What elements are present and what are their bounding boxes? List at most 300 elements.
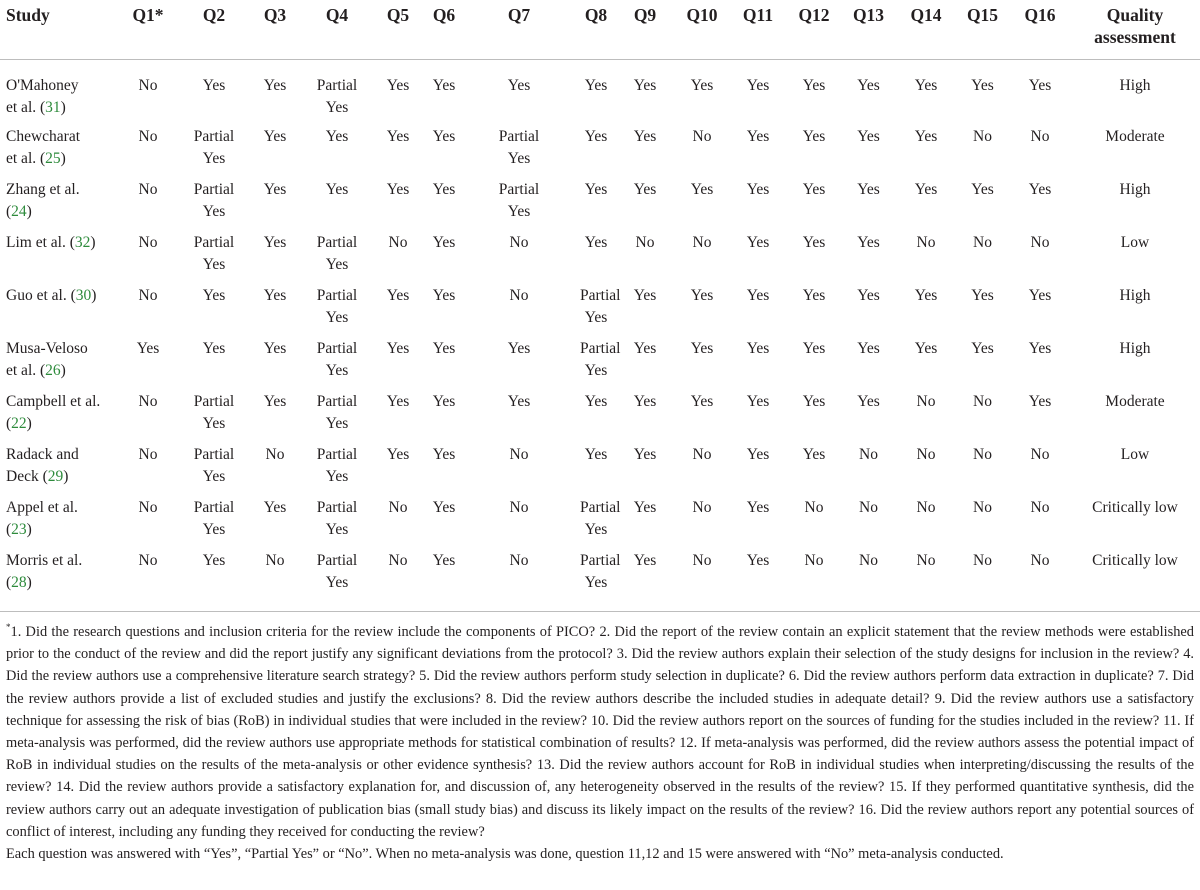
answer-text: Yes: [325, 255, 349, 273]
answer-cell-q1: [112, 179, 184, 232]
answer-text: No: [973, 445, 992, 463]
question-column-header-5: Q5: [368, 0, 428, 60]
answer-cell-q10: [676, 338, 728, 391]
answer-text: Yes: [690, 180, 714, 198]
answer-cell-q14: [897, 126, 955, 179]
quality-column-header: [1070, 0, 1200, 60]
answer-text: Yes: [136, 339, 160, 357]
answer-text: No: [1030, 551, 1050, 569]
answer-cell-q15: [955, 232, 1010, 285]
answer-text: Yes: [857, 339, 880, 357]
study-name: Musa-Veloso: [6, 339, 88, 357]
answer-cell-q13: [840, 60, 897, 126]
reference-link[interactable]: 24: [11, 202, 27, 220]
answer-cell-q15: [955, 497, 1010, 550]
answer-cell-q16: [1010, 60, 1070, 126]
answer-cell-q10: [676, 391, 728, 444]
answer-text: No: [635, 233, 655, 251]
study-name-cell: [0, 285, 112, 338]
question-column-header-15: Q15: [955, 0, 1010, 60]
answer-text: Yes: [432, 127, 456, 145]
reference-close: ): [60, 361, 66, 379]
answer-text: Yes: [802, 445, 826, 463]
answer-cell-q5: [368, 285, 428, 338]
answer-cell-q14: [897, 60, 955, 126]
answer-cell-q1: [112, 391, 184, 444]
study-name-cell: [0, 179, 112, 232]
answer-cell-q2: [184, 285, 244, 338]
study-name-cell: [0, 126, 112, 179]
reference-close: ): [63, 467, 69, 485]
question-column-header-2: Q2: [184, 0, 244, 60]
study-name-continued: (: [6, 573, 12, 591]
answer-text: Yes: [202, 149, 226, 167]
answer-text: No: [138, 551, 158, 569]
answer-text: Yes: [432, 339, 456, 357]
answer-cell-q7: [460, 497, 578, 550]
answer-text: Yes: [432, 286, 456, 304]
answer-cell-q9: [614, 338, 676, 391]
answer-text: Yes: [802, 339, 826, 357]
answer-text: Yes: [432, 392, 456, 410]
answer-cell-q9: [614, 391, 676, 444]
answer-cell-q16: [1010, 232, 1070, 285]
answer-cell-q1: [112, 550, 184, 608]
answer-cell-q1: [112, 338, 184, 391]
answer-text: Yes: [914, 77, 938, 94]
answer-text: Yes: [325, 573, 349, 591]
answer-cell-q12: [788, 126, 840, 179]
answer-text: Yes: [263, 180, 287, 198]
answer-text: Yes: [633, 339, 657, 357]
study-column-header: Study: [0, 0, 112, 60]
answer-cell-q14: [897, 232, 955, 285]
answer-text: Yes: [386, 127, 410, 145]
answer-cell-q8: [578, 391, 614, 444]
answer-cell-q11: [728, 497, 788, 550]
answer-text: Yes: [971, 339, 994, 357]
answer-cell-q10: [676, 60, 728, 126]
reference-link[interactable]: 23: [11, 520, 27, 538]
answer-text: Yes: [746, 498, 770, 516]
answer-text: Partial: [193, 127, 235, 145]
answer-cell-q7: [460, 60, 578, 126]
answer-text: Yes: [507, 339, 531, 357]
answer-cell-q2: [184, 232, 244, 285]
table-row: [0, 338, 1200, 391]
study-name-continued: et al. (: [6, 99, 46, 116]
answer-text: Yes: [584, 127, 608, 145]
reference-link[interactable]: 30: [75, 286, 92, 304]
answer-cell-q4: [306, 179, 368, 232]
study-name-cell: [0, 550, 112, 608]
answer-cell-q11: [728, 285, 788, 338]
answer-text: Yes: [325, 361, 349, 379]
answer-cell-q1: [112, 232, 184, 285]
study-name: Campbell et al.: [6, 392, 101, 410]
answer-cell-q2: [184, 550, 244, 608]
quality-assessment-cell: High: [1119, 180, 1151, 198]
answer-cell-q2: [184, 338, 244, 391]
reference-link[interactable]: 25: [45, 149, 61, 167]
answer-text: Yes: [386, 180, 410, 198]
answer-text: Partial: [316, 551, 358, 569]
answer-cell-q8: [578, 60, 614, 126]
answer-text: Yes: [325, 467, 349, 485]
answer-text: Yes: [746, 286, 770, 304]
answer-cell-q9: [614, 126, 676, 179]
answer-text: No: [916, 445, 936, 463]
answer-text: Yes: [202, 467, 226, 485]
question-column-header-9: Q9: [614, 0, 676, 60]
answer-text: No: [692, 551, 712, 569]
answer-cell-q2: [184, 126, 244, 179]
answer-cell-q12: [788, 60, 840, 126]
answer-text: Yes: [1028, 286, 1052, 304]
answer-text: No: [859, 498, 878, 516]
answer-cell-q14: [897, 285, 955, 338]
answer-cell-q13: [840, 550, 897, 608]
answer-cell-q6: [428, 550, 460, 608]
answer-cell-q6: [428, 444, 460, 497]
answer-text: Yes: [386, 286, 410, 304]
answer-cell-q11: [728, 179, 788, 232]
answer-text: Yes: [325, 308, 349, 326]
answer-cell-q13: [840, 444, 897, 497]
answer-cell-q10: [676, 497, 728, 550]
answer-cell-q6: [428, 497, 460, 550]
answer-cell-q4: [306, 126, 368, 179]
answer-text: No: [1030, 233, 1050, 251]
table-row: [0, 179, 1200, 232]
answer-text: Partial: [193, 392, 235, 410]
table-row: [0, 232, 1200, 285]
study-name-cell: [0, 391, 112, 444]
answer-cell-q7: [460, 179, 578, 232]
answer-cell-q5: [368, 444, 428, 497]
footnote-text: 1. Did the research questions and inclusion criteria for the review include the components of PICO? 2. Did the report of the review contain an explicit statement that the review methods were established prior to the conduct of the review and did the report justify any significant deviations from the protocol? 3. Did the review authors explain their selection of the study designs for inclusion in the review? 4. Did the review authors use a comprehensive literature search strategy? 5. Did the review authors perform study selection in duplicate? 6. Did the review authors perform data extraction in duplicate? 7. Did the review authors provide a list of excluded studies and justify the exclusions? 8. Did the review authors describe the included studies in adequate detail? 9. Did the review authors use a satisfactory technique for assessing the risk of bias (RoB) in individual studies that were included in the review? 10. Did the review authors report on the sources of funding for the studies included in the review? 11. If meta-analysis was performed, did the review authors use appropriate methods for statistical combination of results? 12. If meta-analysis was performed, did the review authors assess the potential impact of RoB in individual studies on the results of the meta-analysis or other evidence synthesis? 13. Did the review authors account for RoB in individual studies when interpreting/discussing the results of the review? 14. Did the review authors provide a satisfactory explanation for, and discussion of, any heterogeneity observed in the results of the review? 15. If they performed quantitative synthesis, did the review authors carry out an adequate investigation of publication bias (small study bias) and discuss its likely impact on the results of the review? 16. Did the review authors report any potential sources of conflict of interest, including any funding they received for conducting the review?: [6, 624, 1194, 840]
answer-text: Partial: [316, 233, 358, 251]
answer-cell-q7: [460, 550, 578, 608]
answer-text: Yes: [202, 255, 226, 273]
study-name-continued: Deck (: [6, 467, 48, 485]
answer-text: Yes: [746, 445, 770, 463]
study-name: Appel et al.: [6, 498, 78, 516]
answer-text: No: [859, 551, 878, 569]
answer-cell-q15: [955, 179, 1010, 232]
answer-cell-q13: [840, 179, 897, 232]
reference-close: ): [26, 520, 32, 538]
answer-text: Partial: [316, 339, 358, 357]
answer-cell-q16: [1010, 497, 1070, 550]
answer-cell-q12: [788, 338, 840, 391]
answer-text: Yes: [802, 233, 826, 251]
answer-cell-q4: [306, 444, 368, 497]
answer-text: Partial: [193, 180, 235, 198]
answer-cell-q3: [244, 126, 306, 179]
question-column-header-8: Q8: [578, 0, 614, 60]
answer-cell-q6: [428, 338, 460, 391]
answer-text: No: [804, 498, 824, 516]
study-name-cell: [0, 60, 112, 126]
answer-text: Yes: [746, 77, 770, 94]
answer-text: Yes: [914, 339, 938, 357]
answer-cell-q8: [578, 179, 614, 232]
reference-close: ): [26, 202, 32, 220]
answer-text: Partial: [316, 498, 358, 516]
answer-cell-q7: [460, 391, 578, 444]
answer-cell-q1: [112, 60, 184, 126]
answer-cell-q15: [955, 550, 1010, 608]
answer-cell-q3: [244, 232, 306, 285]
answer-cell-q7: [460, 126, 578, 179]
answer-cell-q12: [788, 391, 840, 444]
answer-text: No: [138, 233, 158, 251]
answer-text: Yes: [263, 392, 287, 410]
answer-cell-q12: [788, 179, 840, 232]
answer-text: Yes: [633, 77, 657, 94]
answer-cell-q16: [1010, 391, 1070, 444]
answer-text: Yes: [690, 339, 714, 357]
answer-cell-q2: [184, 179, 244, 232]
answer-cell-q5: [368, 126, 428, 179]
table-body: [0, 60, 1200, 608]
quality-assessment-cell: Low: [1120, 233, 1150, 251]
answer-text: Yes: [584, 361, 608, 379]
answer-text: Partial: [193, 445, 235, 463]
answer-text: Yes: [857, 286, 880, 304]
study-name-continued: (: [6, 202, 12, 220]
answer-cell-q16: [1010, 550, 1070, 608]
table-row: [0, 550, 1200, 608]
answer-text: Yes: [263, 233, 287, 251]
answer-text: Yes: [746, 392, 770, 410]
study-name: Chewcharat: [6, 127, 81, 145]
answer-text: Yes: [1028, 339, 1052, 357]
answer-cell-q12: [788, 285, 840, 338]
answer-cell-q5: [368, 550, 428, 608]
answer-text: Yes: [971, 286, 994, 304]
answer-text: Yes: [263, 127, 287, 145]
reference-link[interactable]: 28: [11, 573, 27, 591]
answer-cell-q8: [578, 550, 621, 608]
reference-link[interactable]: 26: [45, 361, 61, 379]
study-name: Guo et al. (: [6, 286, 76, 304]
answer-text: Yes: [914, 180, 938, 198]
answer-text: No: [973, 551, 992, 569]
answer-cell-q15: [955, 126, 1010, 179]
answer-cell-q8: [578, 338, 621, 391]
answer-text: Partial: [498, 127, 540, 145]
answer-cell-q6: [428, 285, 460, 338]
answer-cell-q1: [112, 126, 184, 179]
answer-text: Yes: [584, 308, 608, 326]
question-column-header-6: Q6: [428, 0, 460, 60]
answer-text: No: [509, 286, 529, 304]
answer-text: Yes: [325, 414, 349, 432]
answer-cell-q12: [788, 550, 840, 608]
answer-cell-q6: [428, 391, 460, 444]
reference-close: ): [26, 414, 32, 432]
answer-cell-q2: [184, 497, 244, 550]
answer-text: Yes: [432, 551, 456, 569]
answer-text: No: [692, 127, 712, 145]
answer-text: Yes: [857, 77, 880, 94]
answer-text: Yes: [633, 127, 657, 145]
answer-cell-q4: [306, 232, 368, 285]
answer-text: Yes: [914, 127, 938, 145]
answer-cell-q3: [244, 550, 306, 608]
answer-cell-q9: [614, 179, 676, 232]
answer-cell-q1: [112, 444, 184, 497]
quality-assessment-cell: High: [1119, 77, 1151, 94]
answer-text: Yes: [857, 392, 880, 410]
answer-cell-q3: [244, 444, 306, 497]
answer-cell-q10: [676, 285, 728, 338]
answer-text: No: [388, 233, 408, 251]
answer-cell-q4: [306, 338, 368, 391]
answer-cell-q3: [244, 60, 306, 126]
answer-cell-q16: [1010, 126, 1070, 179]
answer-cell-q9: [614, 444, 676, 497]
footnote-marker: *: [6, 622, 11, 633]
answer-cell-q10: [676, 232, 728, 285]
answer-text: Yes: [633, 286, 657, 304]
study-name-cell: [0, 444, 112, 497]
answer-cell-q4: [306, 285, 368, 338]
study-name: Lim et al. (: [6, 233, 75, 251]
study-name-cell: [0, 338, 112, 391]
study-name-continued: (: [6, 414, 12, 432]
study-name: Radack and: [6, 445, 79, 463]
answer-text: Partial: [316, 445, 358, 463]
reference-close: ): [91, 286, 97, 304]
answer-text: Yes: [633, 445, 657, 463]
answer-cell-q10: [676, 550, 728, 608]
answer-cell-q8: [578, 126, 614, 179]
answer-text: No: [916, 498, 936, 516]
answer-text: Partial: [580, 339, 621, 357]
answer-text: Yes: [633, 180, 657, 198]
answer-cell-q6: [428, 179, 460, 232]
answer-text: Yes: [507, 77, 531, 94]
answer-text: Yes: [584, 573, 608, 591]
answer-cell-q7: [460, 338, 578, 391]
answer-text: Yes: [690, 286, 714, 304]
answer-cell-q8: [578, 232, 614, 285]
answer-cell-q9: [614, 232, 676, 285]
answer-cell-q5: [368, 338, 428, 391]
study-name-continued: et al. (: [6, 361, 46, 379]
reference-link[interactable]: 31: [45, 99, 61, 116]
answer-text: Yes: [432, 77, 456, 94]
reference-link[interactable]: 22: [11, 414, 27, 432]
study-name: Zhang et al.: [6, 180, 80, 198]
answer-text: Yes: [386, 77, 410, 94]
answer-cell-q11: [728, 391, 788, 444]
answer-text: No: [973, 392, 992, 410]
answer-text: No: [692, 233, 712, 251]
answer-cell-q9: [614, 497, 676, 550]
answer-cell-q15: [955, 444, 1010, 497]
answer-cell-q10: [676, 179, 728, 232]
answer-cell-q16: [1010, 338, 1070, 391]
answer-text: Yes: [432, 498, 456, 516]
answer-cell-q11: [728, 338, 788, 391]
answer-cell-q2: [184, 444, 244, 497]
answer-text: No: [916, 233, 936, 251]
reference-close: ): [60, 99, 66, 116]
table-row: [0, 391, 1200, 444]
study-name-continued: et al. (: [6, 149, 46, 167]
answer-text: Yes: [202, 202, 226, 220]
answer-text: Partial: [193, 498, 235, 516]
answer-text: No: [1030, 127, 1050, 145]
answer-cell-q3: [244, 338, 306, 391]
answer-text: Yes: [802, 180, 826, 198]
quality-assessment-cell: Critically low: [1092, 551, 1178, 569]
quality-header-line-1: Quality: [1106, 5, 1164, 25]
table-footnotes: [6, 621, 1194, 865]
answer-text: No: [388, 498, 408, 516]
answer-text: Yes: [746, 233, 770, 251]
answer-text: Yes: [746, 127, 770, 145]
question-column-header-14: Q14: [897, 0, 955, 60]
question-column-header-16: Q16: [1010, 0, 1070, 60]
answer-text: Yes: [386, 339, 410, 357]
reference-link[interactable]: 32: [74, 233, 91, 251]
answer-cell-q4: [306, 497, 368, 550]
answer-text: No: [1030, 498, 1050, 516]
answer-cell-q12: [788, 444, 840, 497]
answer-cell-q9: [614, 550, 676, 608]
answer-text: Partial: [580, 286, 621, 304]
answer-text: Yes: [507, 202, 531, 220]
answer-text: Partial: [498, 180, 540, 198]
answer-text: No: [138, 392, 158, 410]
answer-cell-q6: [428, 60, 460, 126]
reference-link[interactable]: 29: [47, 467, 64, 485]
answer-text: No: [138, 77, 158, 94]
answer-cell-q5: [368, 60, 428, 126]
answer-text: No: [973, 498, 992, 516]
answer-cell-q13: [840, 338, 897, 391]
answer-cell-q15: [955, 285, 1010, 338]
answer-text: Yes: [202, 551, 226, 569]
answer-cell-q13: [840, 285, 897, 338]
answer-cell-q14: [897, 497, 955, 550]
notes-divider: [0, 611, 1200, 612]
answer-text: Yes: [584, 392, 608, 410]
answer-cell-q1: [112, 497, 184, 550]
table-row: [0, 497, 1200, 550]
answer-text: No: [138, 127, 158, 145]
answer-cell-q7: [460, 444, 578, 497]
answer-cell-q14: [897, 391, 955, 444]
answer-text: Yes: [263, 77, 287, 94]
answer-text: No: [138, 498, 158, 516]
answer-cell-q11: [728, 126, 788, 179]
answer-text: Yes: [746, 339, 770, 357]
answer-cell-q3: [244, 179, 306, 232]
answer-cell-q3: [244, 285, 306, 338]
answer-cell-q7: [460, 285, 578, 338]
answer-text: Yes: [802, 77, 826, 94]
answer-cell-q11: [728, 232, 788, 285]
answer-cell-q11: [728, 60, 788, 126]
answer-text: Yes: [432, 233, 456, 251]
answer-cell-q4: [306, 550, 368, 608]
